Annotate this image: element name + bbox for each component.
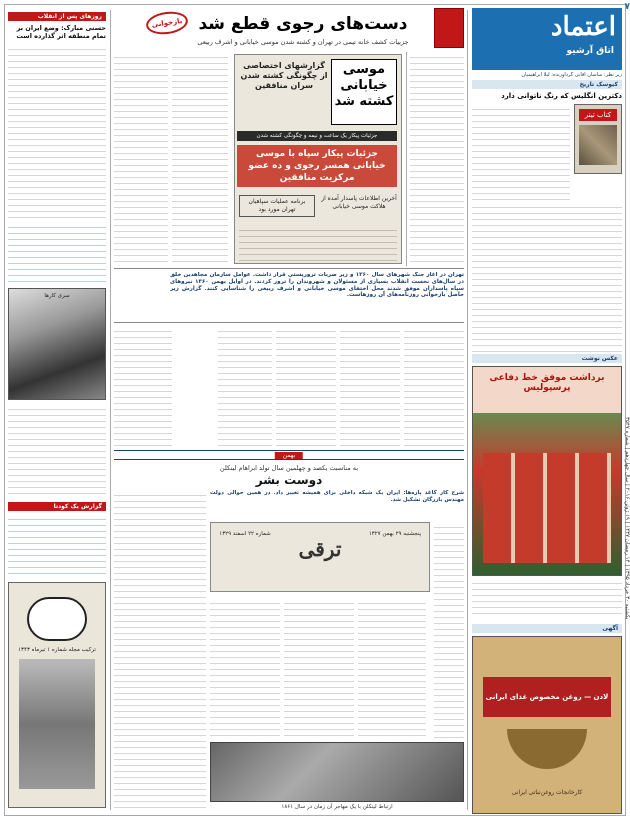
clip-ribbon: جزئیات پیکار یک ساعت و نیمه و چگونگی کشته شدن: [237, 131, 397, 141]
book-cover: [574, 104, 622, 174]
main-col-3: [114, 52, 168, 266]
book-cover-title: کتاب تیتر: [579, 109, 617, 121]
main-col-2: [172, 52, 228, 266]
mid-col-4: [218, 326, 272, 446]
bottom-col-1: [210, 598, 280, 738]
bottom-col-a: [434, 522, 464, 742]
art-image: [8, 288, 106, 400]
left-text-3: [8, 404, 106, 498]
magazine-left-info: شماره ۲۲ اسفند ۱۳۲۹: [219, 531, 271, 537]
right-section-header: کیوسک تاریخ: [472, 80, 622, 89]
bottom-quote: شرح کار کاغذ پاره‌ها: ایران یک شبکه داخلی برای همیشه تغییر داد. در همین حوالی دولت مهندس بازرگان تشکیل شد.: [210, 490, 464, 503]
left-text-1: [8, 44, 106, 218]
clip-small: آخرین اطلاعات پاسدار آمده از هلاکت موسی خیابانی: [321, 195, 397, 210]
magazine-right-info: پنجشنبه ۲۹ بهمن ۱۳۲۷: [368, 531, 422, 537]
book-text-1: [472, 104, 570, 200]
mid-col-1: [404, 326, 464, 446]
clip-text-fill: [239, 225, 397, 261]
dateline: [622, 80, 630, 620]
document-logo: [27, 597, 87, 641]
main-headline: دست‌های رجوی قطع شد: [198, 14, 408, 34]
bottom-col-2: [284, 598, 354, 738]
magazine-logo: ترقی: [298, 537, 342, 561]
lead-paragraph: تهران در آغاز جنگ شهرهای سال ۱۳۶۰ و زیر ضربات تروریستی قرار داشت. عوامل سازمان مجاهدین خلق در سال‌های نخست انقلاب بسیاری از مسئولان و شهروندان را ترور کردند. در اوایل بهمن ۱۳۶۰ نیروهای سپاه پاسداران موفق شدند محل اختفای موسی خیابانی و اشرف ربیعی را شناسایی کنند. گزارش زیر حاصل بازخوانی روزنامه‌های آن روزهاست.: [170, 272, 464, 299]
lead-rule-bottom: [114, 322, 464, 323]
lead-rule-top: [114, 268, 464, 269]
magazine-clip: [210, 522, 430, 592]
left-section-header: روزهای پس از انقلاب: [8, 12, 106, 21]
sport-header: عکس نوشت: [472, 354, 622, 363]
col-sep-1: [406, 52, 407, 266]
masthead: [472, 8, 622, 70]
ad-header: آگهی: [472, 624, 622, 633]
left-section-header-2: گزارش یک کودتا: [8, 502, 106, 511]
ad-bowl: [507, 729, 587, 769]
bottom-intro: به مناسبت یکصد و چهلمین سال تولد ابراهام لینکلن: [219, 464, 359, 472]
left-text-4: [8, 514, 106, 578]
art-caption: سری کارها: [44, 293, 70, 299]
players-image: [483, 453, 611, 563]
lincoln-caption: ارتباط لینکلن با یک مهاجر آن زمان در سال ۱۸۶۱: [281, 804, 393, 810]
clip-banner: جزئیات پیکار سپاه با موسی خیابانی همسر رجوی و ده عضو مرکزیت منافقین: [237, 145, 397, 187]
book-text-2: [472, 202, 622, 352]
left-text-2: [8, 222, 106, 282]
column-divider-left: [110, 10, 111, 810]
bottom-divider: [114, 450, 464, 460]
left-headline: حسنی مبارک: وضع ایران بر تمام منطقه اثر گذارده است: [16, 24, 106, 40]
divider-label: بهمن: [275, 452, 303, 459]
mid-col-5: [114, 326, 172, 446]
ad-image: [472, 636, 622, 814]
bottom-col-3: [358, 598, 426, 738]
bottom-col-4: [114, 490, 206, 810]
ad-sub: کارخانجات روغن‌نباتی ایرانی: [511, 789, 583, 796]
barcode-box: [434, 8, 464, 48]
section-title: اتاق آرشیو: [566, 46, 614, 56]
dateline-text: یکشنبه ۳۰ خرداد ۱۳۹۵ | ۱۴ رمضان ۱۴۳۷ | ۱۹ ژوئن ۲۰۱۶ | سال چهاردهم | شماره ۳۵۴۷: [624, 417, 630, 620]
clip-big-headline: موسی خیابانی کشته شد: [331, 59, 397, 125]
book-title: دکترین انگلیس که رنگ ناتوانی دارد: [501, 92, 622, 100]
clip-side-text: گزارشهای اختصاصی از چگونگی کشته شدن سران منافقین: [240, 61, 328, 90]
sport-photo: [472, 366, 622, 576]
document-image: [8, 582, 106, 808]
page-number: ۷: [624, 2, 630, 12]
sport-title: برداشت موفق خط دفاعی پرسپولیس: [489, 373, 605, 393]
lincoln-photo: [210, 742, 464, 802]
document-photo: [19, 659, 95, 789]
clipping: [234, 54, 402, 264]
main-subheadline: جزییات کشف خانه تیمی در تهران و کشته شدن موسی خیابانی و اشرف ربیعی: [197, 38, 409, 46]
editors-line: زیر نظر: ساسان آقایی گردآورنده: لیلا ابراهیمیان: [521, 72, 622, 78]
main-col-1: [410, 52, 464, 266]
document-caption: ترکیب مجله شماره ۱ تیرماه ۱۳۴۳: [18, 647, 96, 653]
mid-col-3: [276, 326, 336, 446]
ad-brand: لادن — روغن مخصوص غذای ایرانی: [483, 677, 611, 717]
sport-caption: [472, 578, 622, 618]
clip-small-2: برنامه عملیات سپاهیان تهران مورد بود: [239, 195, 315, 217]
newspaper-logo: اعتماد: [550, 12, 616, 42]
book-cover-image: [579, 125, 617, 165]
mid-col-2: [340, 326, 400, 446]
column-divider: [467, 10, 468, 810]
archive-stamp: بازخوانی: [145, 9, 190, 37]
bottom-title: دوست بشر: [255, 473, 323, 487]
